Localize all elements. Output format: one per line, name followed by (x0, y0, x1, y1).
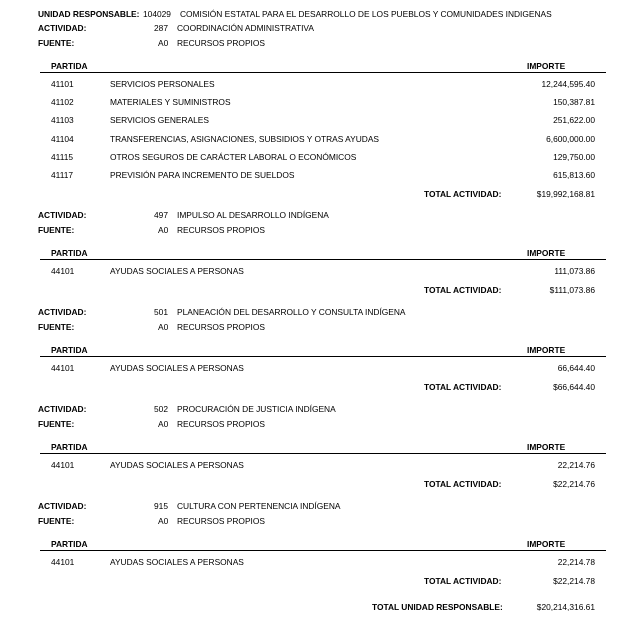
row-desc: PREVISIÓN PARA INCREMENTO DE SUELDOS (110, 170, 295, 180)
total-actividad-value: $22,214.76 (553, 479, 595, 490)
actividad-label: ACTIVIDAD: (38, 501, 87, 511)
row-importe: 111,073.86 (554, 266, 595, 276)
ur-name: COMISIÓN ESTATAL PARA EL DESARROLLO DE LOS PUEBLOS Y COMUNIDADES INDIGENAS (180, 9, 552, 19)
actividad-label: ACTIVIDAD: (38, 307, 87, 317)
row-desc: AYUDAS SOCIALES A PERSONAS (110, 363, 244, 373)
total-actividad-label: TOTAL ACTIVIDAD: (424, 285, 502, 296)
partida-header: PARTIDA (51, 248, 88, 258)
importe-header: IMPORTE (527, 248, 566, 258)
actividad-label: ACTIVIDAD: (38, 23, 87, 33)
row-desc: AYUDAS SOCIALES A PERSONAS (110, 266, 244, 276)
row-desc: OTROS SEGUROS DE CARÁCTER LABORAL O ECONÓMICOS (110, 151, 357, 162)
total-actividad-label: TOTAL ACTIVIDAD: (424, 479, 502, 490)
header-rule (40, 72, 606, 73)
header-rule (40, 259, 606, 260)
row-importe: 6,600,000.00 (546, 133, 595, 144)
actividad-code: 501 (154, 307, 168, 317)
row-partida: 44101 (51, 266, 75, 276)
total-actividad-label: TOTAL ACTIVIDAD: (424, 382, 502, 393)
row-partida: 44101 (51, 363, 75, 373)
fuente-code: A0 (158, 38, 169, 48)
total-ur-value: $20,214,316.61 (536, 602, 595, 612)
fuente-code: A0 (158, 419, 169, 429)
actividad-label: ACTIVIDAD: (38, 210, 87, 220)
row-partida: 41103 (51, 115, 74, 126)
actividad-code: 497 (154, 210, 168, 220)
row-partida: 44101 (51, 460, 75, 470)
row-importe: 22,214.78 (557, 557, 595, 567)
partida-header: PARTIDA (51, 442, 88, 452)
row-importe: 150,387.81 (553, 97, 595, 108)
partida-header: PARTIDA (51, 345, 88, 355)
total-actividad-label: TOTAL ACTIVIDAD: (424, 576, 502, 587)
row-partida: 41117 (51, 170, 74, 180)
importe-header: IMPORTE (527, 442, 566, 452)
row-desc: SERVICIOS PERSONALES (110, 79, 215, 89)
actividad-code: 502 (154, 404, 168, 414)
partida-header: PARTIDA (51, 61, 88, 71)
fuente-name: RECURSOS PROPIOS (177, 225, 265, 235)
row-partida: 41104 (51, 133, 74, 144)
total-actividad-value: $22,214.78 (553, 576, 595, 587)
row-importe: 66,644.40 (557, 363, 595, 373)
total-actividad-value: $66,644.40 (553, 382, 595, 393)
total-actividad-label: TOTAL ACTIVIDAD: (424, 189, 502, 200)
ur-label: UNIDAD RESPONSABLE: (38, 9, 140, 19)
row-desc: SERVICIOS GENERALES (110, 115, 209, 126)
actividad-code: 915 (154, 501, 168, 511)
header-rule (40, 453, 606, 454)
fuente-label: FUENTE: (38, 225, 75, 235)
fuente-label: FUENTE: (38, 516, 75, 526)
row-importe: 615,813.60 (553, 170, 595, 180)
row-partida: 41101 (51, 79, 74, 89)
actividad-label: ACTIVIDAD: (38, 404, 87, 414)
total-ur-label: TOTAL UNIDAD RESPONSABLE: (372, 602, 503, 612)
row-desc: TRANSFERENCIAS, ASIGNACIONES, SUBSIDIOS Y OTRAS AYUDAS (110, 133, 379, 144)
fuente-name: RECURSOS PROPIOS (177, 322, 265, 332)
fuente-code: A0 (158, 516, 169, 526)
header-rule (40, 356, 606, 357)
row-desc: MATERIALES Y SUMINISTROS (110, 97, 231, 108)
row-importe: 129,750.00 (553, 151, 595, 162)
importe-header: IMPORTE (527, 345, 566, 355)
fuente-name: RECURSOS PROPIOS (177, 419, 265, 429)
row-partida: 44101 (51, 557, 75, 567)
actividad-name: IMPULSO AL DESARROLLO INDÍGENA (177, 210, 329, 220)
fuente-name: RECURSOS PROPIOS (177, 516, 265, 526)
row-desc: AYUDAS SOCIALES A PERSONAS (110, 557, 244, 567)
row-partida: 41102 (51, 97, 74, 108)
fuente-label: FUENTE: (38, 322, 75, 332)
actividad-name: COORDINACIÓN ADMINISTRATIVA (177, 23, 314, 33)
fuente-label: FUENTE: (38, 38, 75, 48)
total-actividad-value: $111,073.86 (549, 285, 595, 296)
total-actividad-value: $19,992,168.81 (536, 189, 595, 200)
fuente-name: RECURSOS PROPIOS (177, 38, 265, 48)
row-importe: 22,214.76 (557, 460, 595, 470)
importe-header: IMPORTE (527, 61, 566, 71)
row-importe: 251,622.00 (553, 115, 595, 126)
actividad-code: 287 (154, 23, 168, 33)
row-desc: AYUDAS SOCIALES A PERSONAS (110, 460, 244, 470)
fuente-code: A0 (158, 322, 169, 332)
actividad-name: PROCURACIÓN DE JUSTICIA INDÍGENA (177, 404, 336, 414)
importe-header: IMPORTE (527, 539, 566, 549)
actividad-name: PLANEACIÓN DEL DESARROLLO Y CONSULTA INDÍGENA (177, 307, 406, 317)
fuente-code: A0 (158, 225, 169, 235)
ur-code: 104029 (143, 9, 171, 19)
row-importe: 12,244,595.40 (541, 79, 595, 89)
partida-header: PARTIDA (51, 539, 88, 549)
row-partida: 41115 (51, 151, 74, 162)
header-rule (40, 550, 606, 551)
fuente-label: FUENTE: (38, 419, 75, 429)
actividad-name: CULTURA CON PERTENENCIA INDÍGENA (177, 501, 341, 511)
